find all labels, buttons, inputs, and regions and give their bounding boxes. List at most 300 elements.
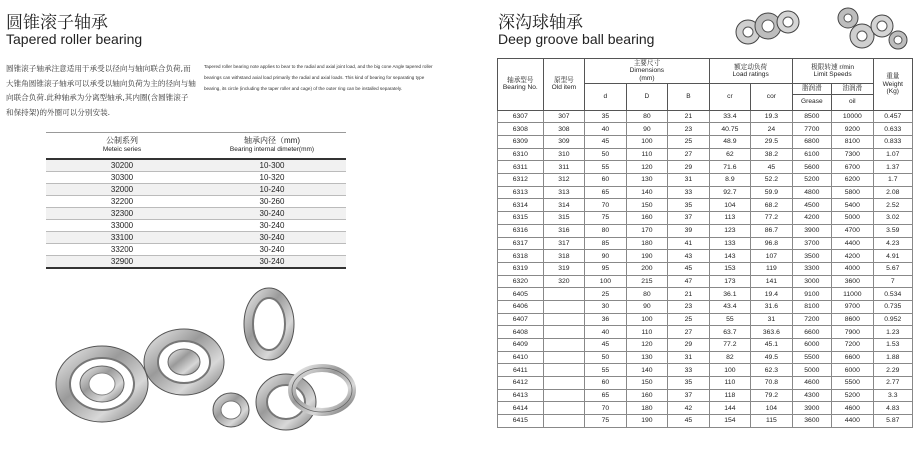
grease-header-cn: 脂润滑 — [792, 84, 831, 94]
cr-cell: 63.7 — [709, 326, 751, 339]
d-cell: 40 — [585, 123, 627, 136]
old-item-cell — [543, 300, 585, 313]
outer-d-cell: 160 — [626, 212, 668, 225]
oil-cell: 4600 — [832, 402, 874, 415]
series-header-cn: 公制系列 — [106, 136, 138, 145]
table-row — [498, 148, 913, 161]
outer-d-cell: 110 — [626, 148, 668, 161]
series-cell: 30200 — [46, 159, 198, 172]
weight-cell: 1.37 — [873, 161, 912, 174]
table-row — [498, 377, 913, 390]
b-cell: 21 — [668, 288, 710, 301]
b-header: B — [668, 84, 710, 110]
cor-cell: 62.3 — [751, 364, 793, 377]
d-cell: 36 — [585, 313, 627, 326]
b-cell: 25 — [668, 136, 710, 149]
cr-cell: 62 — [709, 148, 751, 161]
old-item-cell — [543, 288, 585, 301]
series-cell: 32200 — [46, 196, 198, 208]
series-header-en: Meteic series — [102, 146, 142, 153]
oil-cell: 9200 — [832, 123, 874, 136]
cor-cell: 29.5 — [751, 136, 793, 149]
inner-diameter-header-en: Bearing internal dimeter(mm) — [229, 146, 315, 153]
cor-cell: 31.6 — [751, 300, 793, 313]
d-header: d — [585, 84, 627, 110]
oil-cell: 5800 — [832, 186, 874, 199]
cor-cell: 38.2 — [751, 148, 793, 161]
b-cell: 35 — [668, 199, 710, 212]
outer-d-cell: 110 — [626, 326, 668, 339]
old-item-header-en: Old item — [551, 84, 577, 92]
d-cell: 65 — [585, 186, 627, 199]
series-header — [46, 133, 198, 160]
table-row — [46, 232, 346, 244]
outer-d-cell: 190 — [626, 415, 668, 428]
oil-cell: 5000 — [832, 212, 874, 225]
grease-cell: 4600 — [792, 377, 831, 390]
inner-diameter-cell: 30-240 — [198, 208, 346, 220]
oil-cell: 6600 — [832, 351, 874, 364]
old-item-cell — [543, 402, 585, 415]
table-row — [46, 184, 346, 196]
series-cell: 32300 — [46, 208, 198, 220]
table-row — [498, 389, 913, 402]
old-item-cell — [543, 415, 585, 428]
old-item-cell: 319 — [543, 262, 585, 275]
limit-speeds-header-cn: 极限转速 r/min — [811, 63, 855, 71]
table-row — [498, 199, 913, 212]
bearing-no-cell: 6311 — [498, 161, 544, 174]
bearing-no-cell: 6415 — [498, 415, 544, 428]
d-cell: 35 — [585, 110, 627, 123]
bearing-no-cell: 6410 — [498, 351, 544, 364]
bearing-no-cell: 6312 — [498, 174, 544, 187]
grease-cell: 3700 — [792, 237, 831, 250]
old-item-header-cn: 原型号 — [554, 76, 574, 84]
cor-cell: 115 — [751, 415, 793, 428]
inner-diameter-cell: 30-240 — [198, 220, 346, 232]
cor-cell: 70.8 — [751, 377, 793, 390]
series-cell: 33000 — [46, 220, 198, 232]
outer-d-cell: 140 — [626, 186, 668, 199]
weight-cell: 1.88 — [873, 351, 912, 364]
weight-header-en: Weight — [882, 80, 903, 88]
cr-cell: 36.1 — [709, 288, 751, 301]
bearing-no-cell: 6314 — [498, 199, 544, 212]
table-row — [46, 159, 346, 172]
oil-cell: 6700 — [832, 161, 874, 174]
table-row — [498, 174, 913, 187]
outer-d-cell: 120 — [626, 161, 668, 174]
b-cell: 31 — [668, 174, 710, 187]
grease-cell: 3900 — [792, 224, 831, 237]
cr-cell: 153 — [709, 262, 751, 275]
weight-cell: 1.23 — [873, 326, 912, 339]
cor-cell: 45 — [751, 161, 793, 174]
cr-cell: 154 — [709, 415, 751, 428]
outer-d-cell: 190 — [626, 250, 668, 263]
cor-header: cor — [751, 84, 793, 110]
inner-diameter-header-cn: 轴承内径（mm) — [244, 136, 300, 145]
bearing-no-cell: 6313 — [498, 186, 544, 199]
oil-cell: 11000 — [832, 288, 874, 301]
d-cell: 60 — [585, 174, 627, 187]
oil-cell: 9700 — [832, 300, 874, 313]
grease-cell: 7200 — [792, 313, 831, 326]
oil-cell: 5400 — [832, 199, 874, 212]
bearing-no-header-en: Bearing No. — [502, 84, 538, 92]
cr-cell: 110 — [709, 377, 751, 390]
tapered-bearing-small — [213, 393, 249, 427]
b-cell: 37 — [668, 389, 710, 402]
bearing-no-cell: 6411 — [498, 364, 544, 377]
weight-cell: 7 — [873, 275, 912, 288]
load-ratings-header-en: Load ratings — [732, 71, 769, 79]
cr-cell: 55 — [709, 313, 751, 326]
d-cell: 70 — [585, 199, 627, 212]
outer-d-cell: 215 — [626, 275, 668, 288]
old-item-cell: 310 — [543, 148, 585, 161]
old-item-cell: 312 — [543, 174, 585, 187]
oil-cell: 4200 — [832, 250, 874, 263]
d-cell: 70 — [585, 402, 627, 415]
cr-cell: 8.9 — [709, 174, 751, 187]
cr-cell: 92.7 — [709, 186, 751, 199]
weight-cell: 4.91 — [873, 250, 912, 263]
b-cell: 29 — [668, 161, 710, 174]
bearing-no-cell: 6307 — [498, 110, 544, 123]
cor-cell: 24 — [751, 123, 793, 136]
table-row — [46, 208, 346, 220]
table-row — [498, 136, 913, 149]
series-cell: 33100 — [46, 232, 198, 244]
bearing-no-cell: 6309 — [498, 136, 544, 149]
b-cell: 42 — [668, 402, 710, 415]
b-cell: 23 — [668, 300, 710, 313]
table-row — [498, 326, 913, 339]
series-cell: 32000 — [46, 184, 198, 196]
weight-cell: 0.735 — [873, 300, 912, 313]
tapered-title-cn: 圆锥滚子轴承 — [6, 13, 108, 33]
weight-cell: 0.633 — [873, 123, 912, 136]
cor-cell: 104 — [751, 402, 793, 415]
weight-cell: 0.457 — [873, 110, 912, 123]
bearing-no-header-cn: 轴承型号 — [507, 76, 534, 84]
d-cell: 40 — [585, 326, 627, 339]
b-cell: 29 — [668, 339, 710, 352]
bearing-no-cell: 6408 — [498, 326, 544, 339]
weight-cell: 1.7 — [873, 174, 912, 187]
cr-cell: 133 — [709, 237, 751, 250]
d-cell: 45 — [585, 339, 627, 352]
cor-cell: 45.1 — [751, 339, 793, 352]
weight-header-cn: 重量 — [886, 73, 900, 81]
tapered-bearing-medium — [144, 329, 224, 395]
deep-groove-title-cn: 深沟球轴承 — [498, 13, 583, 33]
weight-cell: 5.67 — [873, 262, 912, 275]
tapered-bearing-right — [256, 374, 316, 430]
tapered-intro-cn: 圆锥滚子轴承注意适用于承受以径向与轴向联合负荷,而大锥角圆锥滚子轴承可以承受以轴向负荷为主的径向与轴向联合负荷.此种轴承为分离型轴承,其内圈(含圆锥滚子和保持架)的外圈可以分别安装. — [6, 64, 196, 117]
outer-d-cell: 180 — [626, 237, 668, 250]
cr-cell: 33.4 — [709, 110, 751, 123]
grease-cell: 8500 — [792, 110, 831, 123]
d-cell: 95 — [585, 262, 627, 275]
bearing-no-cell: 6407 — [498, 313, 544, 326]
tapered-series-table — [46, 132, 346, 269]
table-row — [498, 110, 913, 123]
old-item-cell — [543, 351, 585, 364]
table-row — [498, 237, 913, 250]
cr-cell: 118 — [709, 389, 751, 402]
weight-cell: 2.29 — [873, 364, 912, 377]
grease-cell: 3000 — [792, 275, 831, 288]
b-cell: 37 — [668, 212, 710, 225]
cor-cell: 119 — [751, 262, 793, 275]
inner-diameter-cell: 10-320 — [198, 172, 346, 184]
weight-cell: 4.83 — [873, 402, 912, 415]
dimensions-header-unit: (mm) — [639, 74, 655, 82]
outer-d-cell: 80 — [626, 110, 668, 123]
cor-cell: 86.7 — [751, 224, 793, 237]
b-cell: 35 — [668, 377, 710, 390]
old-item-cell — [543, 377, 585, 390]
old-item-cell — [543, 389, 585, 402]
bearing-no-cell: 6406 — [498, 300, 544, 313]
table-row — [46, 196, 346, 208]
cor-cell: 19.4 — [751, 288, 793, 301]
table-row — [498, 339, 913, 352]
d-cell: 65 — [585, 389, 627, 402]
cor-cell: 363.6 — [751, 326, 793, 339]
old-item-cell: 307 — [543, 110, 585, 123]
weight-header — [873, 59, 912, 111]
d-cell: 90 — [585, 250, 627, 263]
oil-cell: 4000 — [832, 262, 874, 275]
old-item-cell: 311 — [543, 161, 585, 174]
outer-d-cell: 120 — [626, 339, 668, 352]
oil-cell: 8100 — [832, 136, 874, 149]
cor-cell: 107 — [751, 250, 793, 263]
ball-bearing-group-left — [736, 11, 799, 44]
oil-cell: 6000 — [832, 364, 874, 377]
outer-d-cell: 90 — [626, 123, 668, 136]
cr-cell: 82 — [709, 351, 751, 364]
grease-cell: 7700 — [792, 123, 831, 136]
bearing-no-cell: 6310 — [498, 148, 544, 161]
b-cell: 25 — [668, 313, 710, 326]
table-row — [498, 364, 913, 377]
series-table-body — [46, 159, 346, 268]
oil-header-cn: 油润滑 — [832, 84, 874, 94]
cr-cell: 77.2 — [709, 339, 751, 352]
b-cell: 39 — [668, 224, 710, 237]
outer-d-cell: 140 — [626, 364, 668, 377]
cr-cell: 100 — [709, 364, 751, 377]
inner-diameter-cell: 30-240 — [198, 244, 346, 256]
inner-diameter-cell: 30-240 — [198, 256, 346, 269]
tapered-title-en: Tapered roller bearing — [6, 31, 143, 47]
d-cell: 55 — [585, 364, 627, 377]
cr-header: cr — [709, 84, 751, 110]
b-cell: 31 — [668, 351, 710, 364]
b-cell: 45 — [668, 262, 710, 275]
bearing-no-cell: 6318 — [498, 250, 544, 263]
weight-cell: 4.23 — [873, 237, 912, 250]
grease-cell: 5600 — [792, 161, 831, 174]
table-row — [498, 123, 913, 136]
d-cell: 75 — [585, 212, 627, 225]
outer-d-cell: 160 — [626, 389, 668, 402]
outer-d-cell: 100 — [626, 313, 668, 326]
old-item-cell: 314 — [543, 199, 585, 212]
grease-cell: 4500 — [792, 199, 831, 212]
oil-cell: 10000 — [832, 110, 874, 123]
table-row — [498, 212, 913, 225]
inner-diameter-cell: 10-300 — [198, 159, 346, 172]
table-row — [498, 186, 913, 199]
oil-cell: 4400 — [832, 415, 874, 428]
oil-cell: 5200 — [832, 389, 874, 402]
oil-cell: 8600 — [832, 313, 874, 326]
cr-cell: 123 — [709, 224, 751, 237]
cr-cell: 113 — [709, 212, 751, 225]
b-cell: 45 — [668, 415, 710, 428]
table-row — [498, 275, 913, 288]
old-item-cell — [543, 313, 585, 326]
b-cell: 43 — [668, 250, 710, 263]
dimensions-header-cn: 主要尺寸 — [633, 60, 661, 67]
oil-cell: 7900 — [832, 326, 874, 339]
deep-groove-spec-table — [497, 58, 913, 428]
table-row — [46, 256, 346, 269]
d-cell: 50 — [585, 148, 627, 161]
tapered-bearings-photo — [44, 282, 364, 457]
outer-d-cell: 180 — [626, 402, 668, 415]
cor-cell: 59.9 — [751, 186, 793, 199]
weight-cell: 3.59 — [873, 224, 912, 237]
tapered-intro-en: Tapered roller bearing note applies to bear to the radial and axial joint load, and the big cone Angle tapered roller bearings can withstand axial load primarily the radial and axial loads. This kind of bearing for separating type bearing, its circle (including the taper roller and cage) of the outer ring can be installed separately. — [204, 64, 433, 91]
weight-cell: 0.534 — [873, 288, 912, 301]
table-row — [498, 402, 913, 415]
d-cell: 45 — [585, 136, 627, 149]
old-item-cell: 308 — [543, 123, 585, 136]
table-row — [498, 161, 913, 174]
outer-d-cell: 170 — [626, 224, 668, 237]
outer-d-cell: 150 — [626, 199, 668, 212]
old-item-cell: 313 — [543, 186, 585, 199]
table-row — [498, 224, 913, 237]
weight-cell: 0.833 — [873, 136, 912, 149]
inner-diameter-cell: 30-260 — [198, 196, 346, 208]
weight-cell: 5.87 — [873, 415, 912, 428]
oil-cell: 7200 — [832, 339, 874, 352]
inner-diameter-header — [198, 133, 346, 160]
grease-cell: 3600 — [792, 415, 831, 428]
table-row — [498, 300, 913, 313]
table-row — [498, 415, 913, 428]
weight-cell: 3.02 — [873, 212, 912, 225]
outer-d-cell: 80 — [626, 288, 668, 301]
cor-cell: 79.2 — [751, 389, 793, 402]
tapered-bearing-large — [56, 346, 148, 422]
bearing-no-cell: 6316 — [498, 224, 544, 237]
load-ratings-header — [709, 59, 792, 84]
oil-cell: 7300 — [832, 148, 874, 161]
deep-groove-title-en: Deep groove ball bearing — [498, 31, 655, 47]
cor-cell: 31 — [751, 313, 793, 326]
bearing-no-cell: 6409 — [498, 339, 544, 352]
table-row — [498, 351, 913, 364]
old-item-cell: 317 — [543, 237, 585, 250]
spec-table-body — [498, 110, 913, 427]
outer-d-cell: 90 — [626, 300, 668, 313]
bearing-no-cell: 6315 — [498, 212, 544, 225]
cor-cell: 52.2 — [751, 174, 793, 187]
outer-d-cell: 130 — [626, 174, 668, 187]
d-cell: 85 — [585, 237, 627, 250]
table-row — [46, 172, 346, 184]
table-row — [498, 250, 913, 263]
ball-bearing-group-right — [838, 8, 907, 49]
grease-cell: 3300 — [792, 262, 831, 275]
d-cell: 100 — [585, 275, 627, 288]
oil-cell: 3600 — [832, 275, 874, 288]
dimensions-header-en: Dimensions — [629, 67, 665, 75]
d-cell: 30 — [585, 300, 627, 313]
d-cell: 25 — [585, 288, 627, 301]
bearing-no-cell: 6319 — [498, 262, 544, 275]
oil-cell: 6200 — [832, 174, 874, 187]
limit-speeds-header — [792, 59, 873, 84]
cr-cell: 143 — [709, 250, 751, 263]
cor-cell: 19.3 — [751, 110, 793, 123]
b-cell: 21 — [668, 110, 710, 123]
cr-cell: 173 — [709, 275, 751, 288]
old-item-cell: 320 — [543, 275, 585, 288]
bearing-no-header — [498, 59, 544, 111]
series-cell: 33200 — [46, 244, 198, 256]
grease-header-en: Grease — [792, 94, 831, 110]
old-item-cell — [543, 326, 585, 339]
table-row — [498, 288, 913, 301]
deep-groove-bearings-photo — [730, 4, 910, 54]
cr-cell: 43.4 — [709, 300, 751, 313]
b-cell: 27 — [668, 148, 710, 161]
bearing-no-cell: 6317 — [498, 237, 544, 250]
grease-cell: 9100 — [792, 288, 831, 301]
cor-cell: 96.8 — [751, 237, 793, 250]
bearing-no-cell: 6413 — [498, 389, 544, 402]
grease-cell: 6100 — [792, 148, 831, 161]
old-item-cell: 309 — [543, 136, 585, 149]
weight-cell: 2.77 — [873, 377, 912, 390]
old-item-header — [543, 59, 585, 111]
grease-cell: 4800 — [792, 186, 831, 199]
b-cell: 47 — [668, 275, 710, 288]
cor-cell: 68.2 — [751, 199, 793, 212]
cr-cell: 71.6 — [709, 161, 751, 174]
d-cell: 75 — [585, 415, 627, 428]
d-cell: 60 — [585, 377, 627, 390]
grease-cell: 3900 — [792, 402, 831, 415]
bearing-no-cell: 6414 — [498, 402, 544, 415]
table-row — [46, 220, 346, 232]
oil-cell: 4400 — [832, 237, 874, 250]
b-cell: 23 — [668, 123, 710, 136]
cr-cell: 104 — [709, 199, 751, 212]
grease-cell: 8100 — [792, 300, 831, 313]
grease-cell: 3500 — [792, 250, 831, 263]
